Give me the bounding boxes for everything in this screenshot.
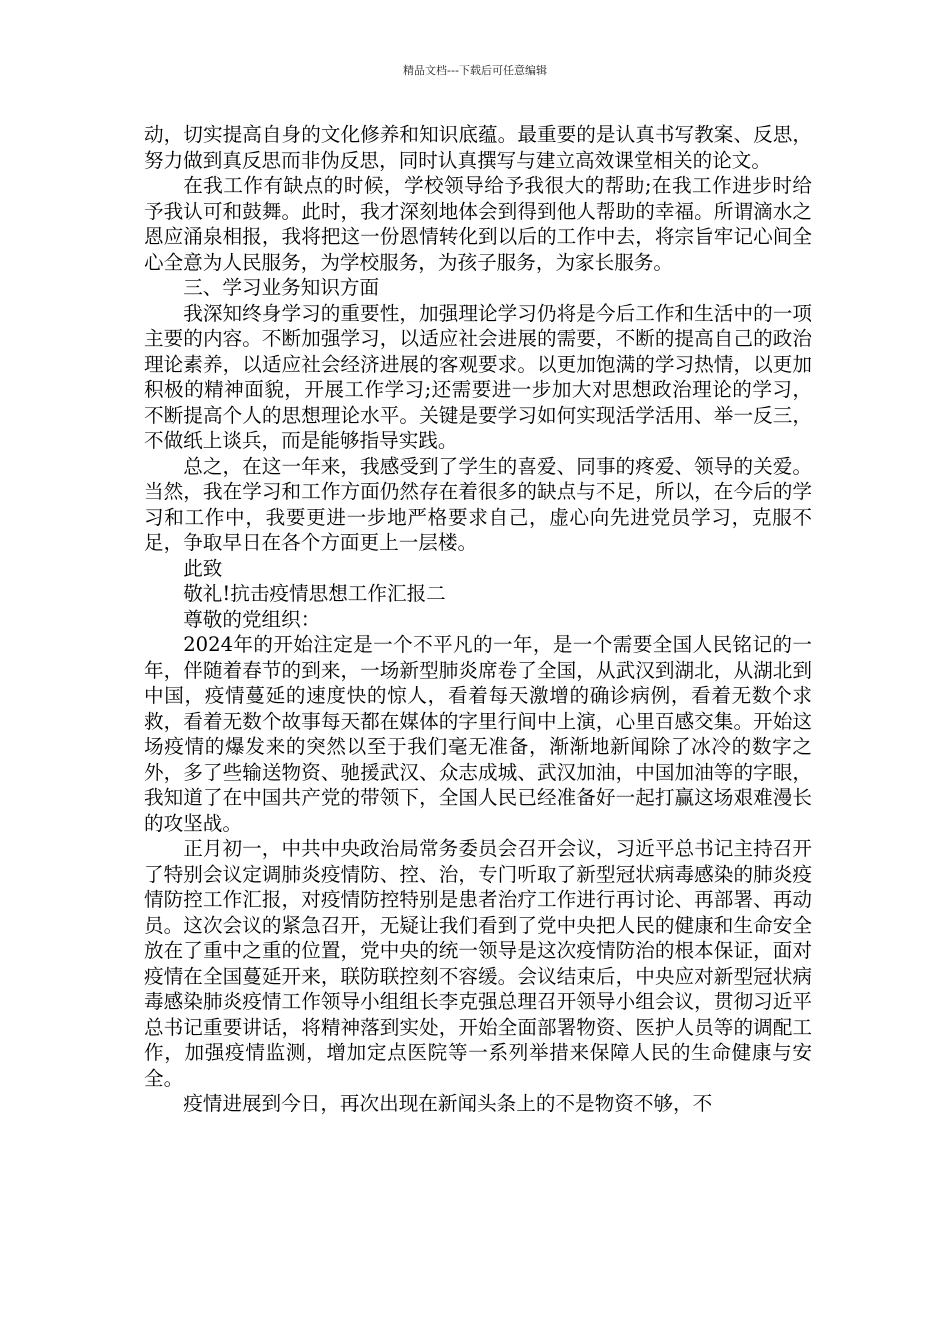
- paragraph: 在我工作有缺点的时候，学校领导给予我很大的帮助;在我工作进步时给予我认可和鼓舞。此时，我才深刻地体会到得到他人帮助的幸福。所谓滴水之恩应涌泉相报，我将把这一份恩情转化到以后的工作中去，将宗旨牢记心间全心全意为人民服务，为学校服务，为孩子服务，为家长服务。: [144, 174, 812, 274]
- paragraph: 我深知终身学习的重要性，加强理论学习仍将是今后工作和生活中的一项主要的内容。不断加强学习，以适应社会进展的需要，不断的提高自己的政治理论素养，以适应社会经济进展的客观要求。以更加饱满的学习热情，以更加积极的精神面貌，开展工作学习;还需要进一步加大对思想政治理论的学习，不断提高个人的思想理论水平。关键是要学习如何实现活学活用、举一反三，不做纸上谈兵，而是能够指导实践。: [144, 301, 812, 452]
- document-body: [144, 122, 812, 1117]
- paragraph: 2024年的开始注定是一个不平凡的一年，是一个需要全国人民铭记的一年，伴随着春节的到来，一场新型肺炎席卷了全国，从武汉到湖北，从湖北到中国，疫情蔓延的速度快的惊人，看着每天激增的确诊病例，看着无数个求救，看着无数个故事每天都在媒体的字里行间中上演，心里百感交集。开始这场疫情的爆发来的突然以至于我们毫无准备，渐渐地新闻除了冰冷的数字之外，多了些输送物资、驰援武汉、众志成城、武汉加油，中国加油等的字眼，我知道了在中国共产党的带领下，全国人民已经准备好一起打赢这场艰难漫长的攻坚战。: [144, 633, 812, 835]
- page-header: 精品文档---下载后可任意编辑: [403, 64, 547, 77]
- paragraph: 疫情进展到今日，再次出现在新闻头条上的不是物资不够，不: [183, 1092, 713, 1115]
- paragraph: 正月初一，中共中央政治局常务委员会召开会议，习近平总书记主持召开了特别会议定调肺炎疫情防、控、治，专门听取了新型冠状病毒感染的肺炎疫情防控工作汇报，对疫情防控特别是患者治疗工作进行再讨论、再部署、再动员。这次会议的紧急召开，无疑让我们看到了党中央把人民的健康和生命安全放在了重中之重的位置，党中央的统一领导是这次疫情防治的根本保证，面对疫情在全国蔓延开来，联防联控刻不容缓。会议结束后，中央应对新型冠状病毒感染肺炎疫情工作领导小组组长李克强总理召开领导小组会议，贯彻习近平总书记重要讲话，将精神落到实处，开始全面部署物资、医护人员等的调配工作，加强疫情监测，增加定点医院等一系列举措来保障人民的生命健康与安全。: [144, 837, 812, 1090]
- report-title-line: 敬礼!抗击疫情思想工作汇报二: [183, 582, 446, 605]
- section-heading: 三、学习业务知识方面: [183, 276, 380, 299]
- paragraph: 总之，在这一年来，我感受到了学生的喜爱、同事的疼爱、领导的关爱。当然，我在学习和工作方面仍然存在着很多的缺点与不足，所以，在今后的学习和工作中，我要更进一步地严格要求自己，虚心向先进党员学习，克服不足，争取早日在各个方面更上一层楼。: [144, 454, 812, 554]
- paragraph: 动，切实提高自身的文化修养和知识底蕴。最重要的是认真书写教案、反思，努力做到真反思而非伪反思，同时认真撰写与建立高效课堂相关的论文。: [144, 123, 812, 172]
- salutation: 尊敬的党组织：: [183, 607, 321, 631]
- closing-line: 此致: [183, 556, 223, 580]
